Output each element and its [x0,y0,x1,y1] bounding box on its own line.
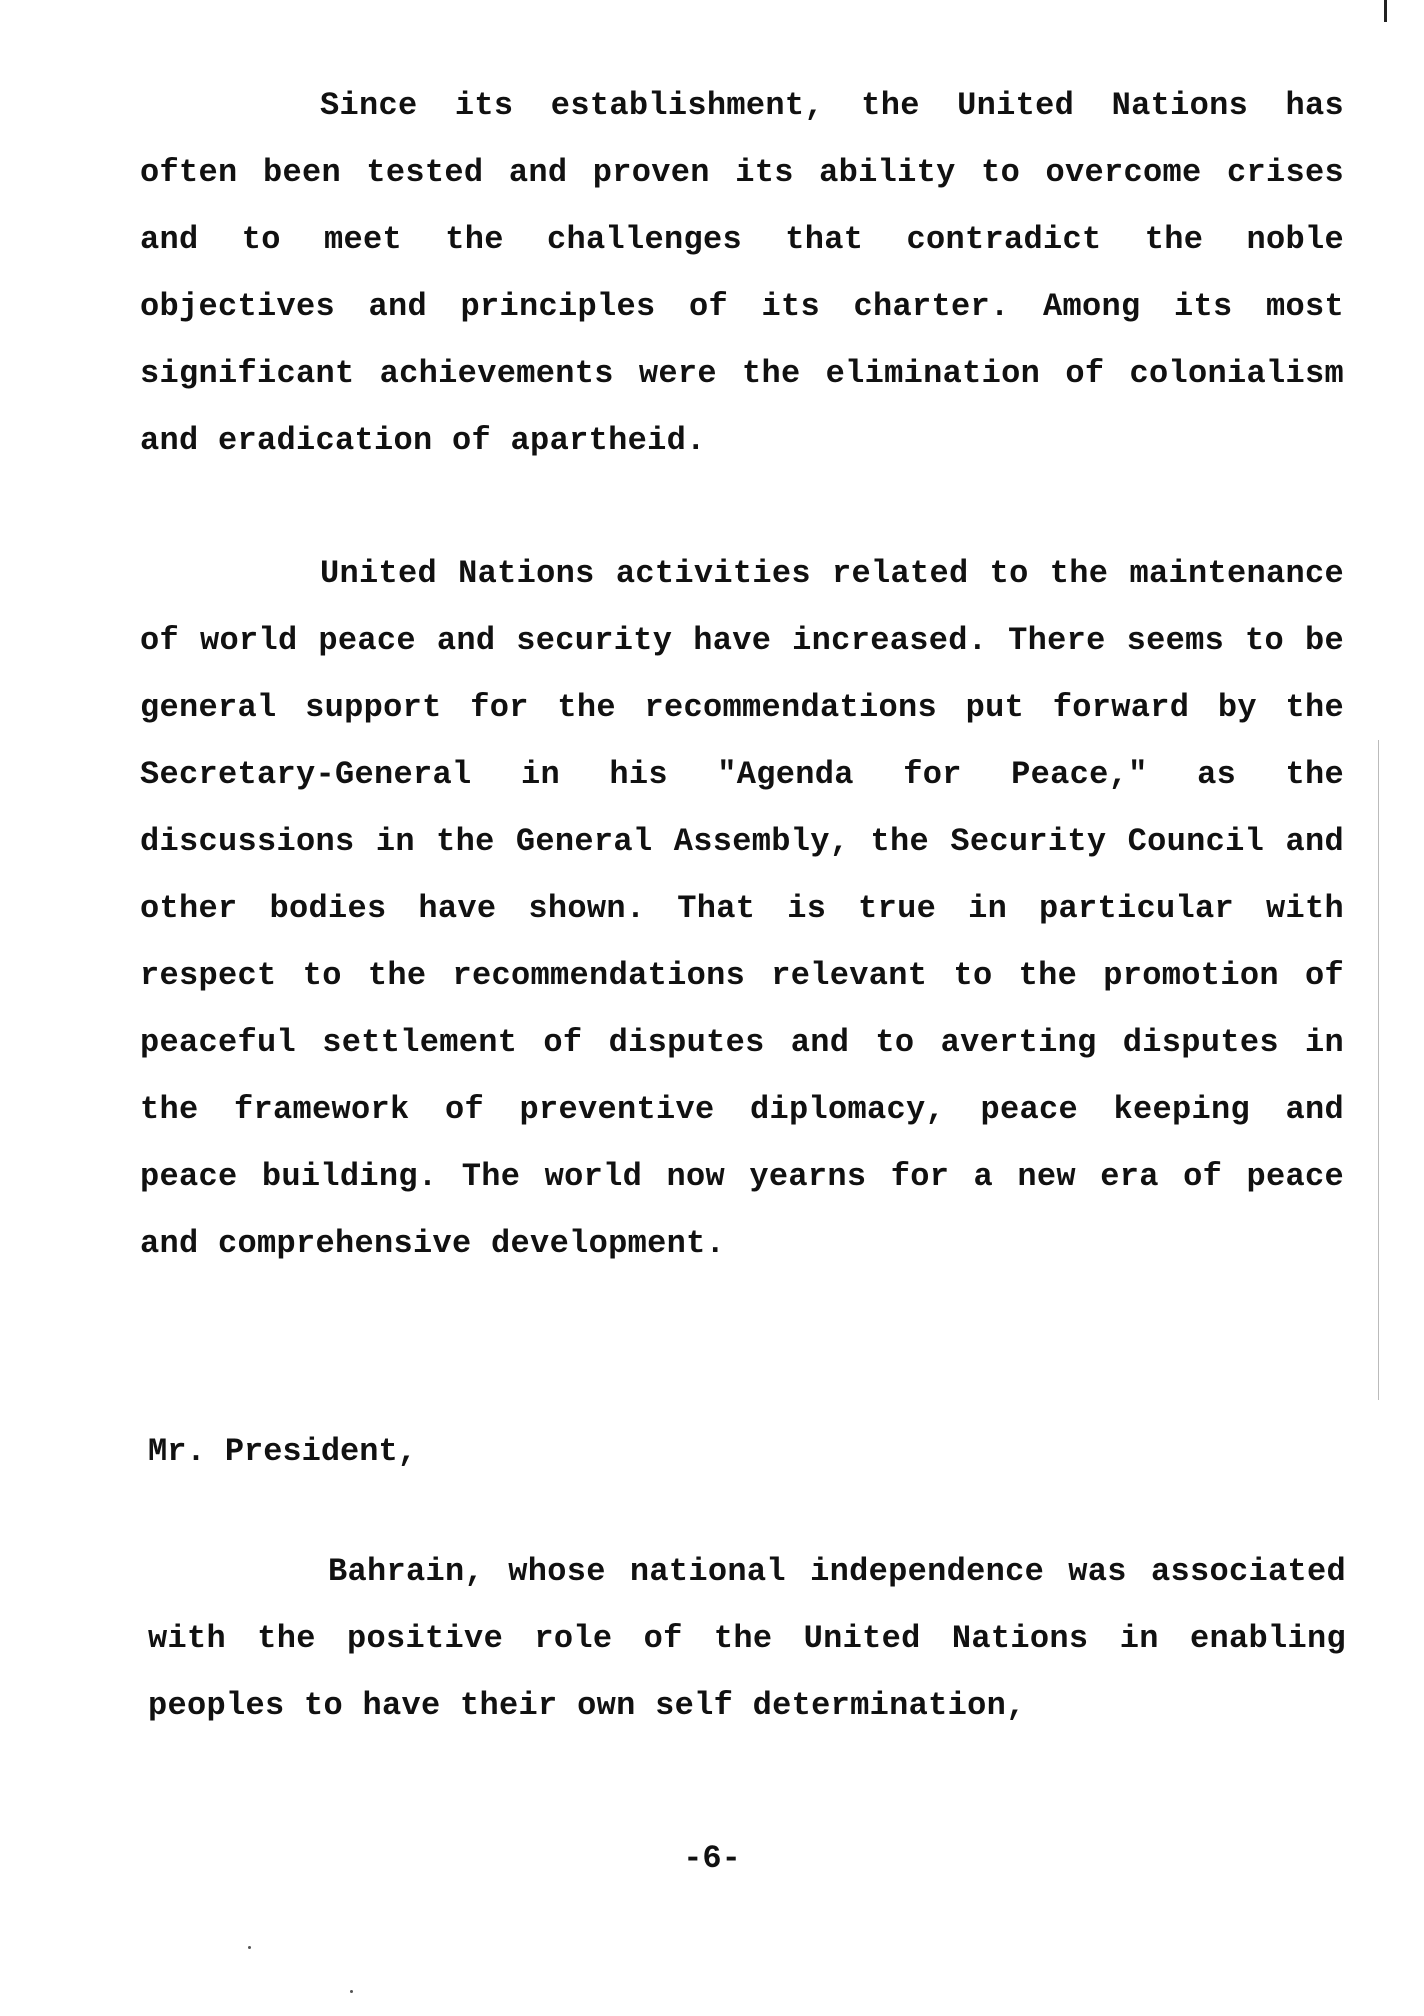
page-number: -6- [683,1840,741,1877]
paragraph-peace-security: United Nations activities related to the maintenance of world peace and security have increased. There seems to be general support for the recommendations put forward by the Secretary-General in his "Agenda for Peace," as the discussions in the General Assembly, the Security Council and other bodies have shown. That is true in particular with respect to the recommendations relevant to the promotion of peaceful settlement of disputes and to averting disputes in the framework of preventive diplomacy, peace keeping and peace building. The world now yearns for a new era of peace and comprehensive development. [140,555,1344,1262]
scan-edge-line [1378,740,1379,1400]
paragraph-un-achievements: Since its establishment, the United Nations has often been tested and proven its ability to overcome crises and to meet the challenges that contradict the noble objectives and principles of its charter. Among its most significant achievements were the elimination of colonialism and eradication of apartheid. [140,87,1344,459]
scan-artifact-mark [1384,0,1387,22]
paragraph-bahrain: Bahrain, whose national independence was associated with the positive role of the United Nations in enabling peoples to have their own self determination, [148,1553,1346,1724]
scan-speck [350,1990,353,1993]
salutation: Mr. President, [148,1433,417,1470]
scan-speck [248,1946,251,1949]
